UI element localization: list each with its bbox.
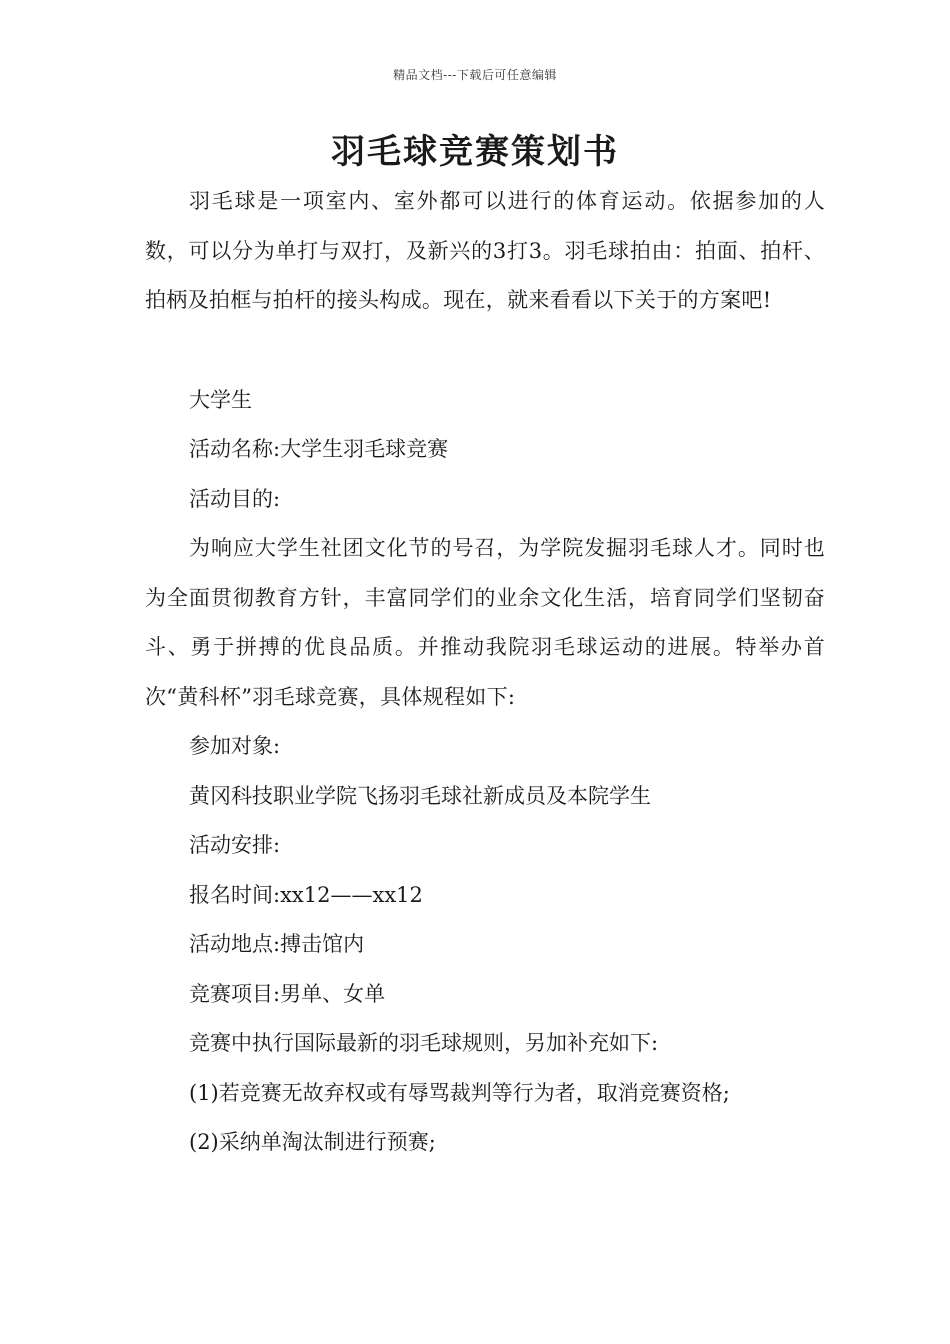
participants-text: 黄冈科技职业学院飞扬羽毛球社新成员及本院学生 xyxy=(189,783,651,808)
activity-name: 活动名称:大学生羽毛球竞赛 xyxy=(189,437,449,461)
activity-location: 活动地点:搏击馆内 xyxy=(189,932,365,956)
document-body xyxy=(145,177,825,1168)
competition-events: 竞赛项目:男单、女单 xyxy=(189,981,386,1006)
section-heading: 大学生 xyxy=(189,387,252,412)
document-title: 羽毛球竞赛策划书 xyxy=(331,132,619,172)
header-note: 精品文档---下载后可任意编辑 xyxy=(393,68,557,82)
purpose-paragraph: 为响应大学生社团文化节的号召，为学院发掘羽毛球人才。同时也为全面贯彻教育方针，丰富同学们的业余文化生活，培育同学们坚韧奋斗、勇于拼搏的优良品质。并推动我院羽毛球运动的进展。特举办首次“黄科杯”羽毛球竞赛，具体规程如下: xyxy=(145,536,825,709)
rule-item-1: (1)若竞赛无故弃权或有辱骂裁判等行为者，取消竞赛资格; xyxy=(189,1080,730,1105)
blank-line xyxy=(145,326,825,376)
intro-paragraph: 羽毛球是一项室内、室外都可以进行的体育运动。依据参加的人数，可以分为单打与双打，及新兴的3打3。羽毛球拍由：拍面、拍杆、拍柄及拍框与拍杆的接头构成。现在，就来看看以下关于的方案吧! xyxy=(145,189,825,312)
registration-time: 报名时间:xx12——xx12 xyxy=(189,882,423,907)
purpose-label: 活动目的: xyxy=(189,486,281,511)
participants-label: 参加对象: xyxy=(189,734,281,758)
schedule-label: 活动安排: xyxy=(189,833,281,857)
rules-intro: 竞赛中执行国际最新的羽毛球规则，另加补充如下: xyxy=(189,1031,659,1055)
rule-item-2: (2)采纳单淘汰制进行预赛; xyxy=(189,1130,436,1154)
